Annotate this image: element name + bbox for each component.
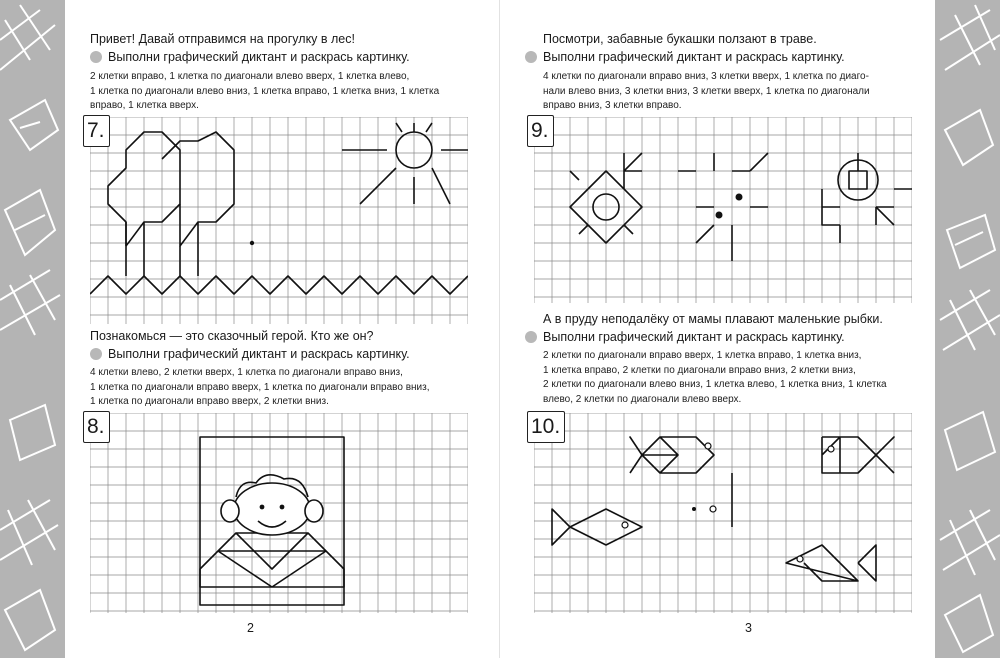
instruction-line: вправо вниз, 3 клетки вправо. bbox=[543, 100, 682, 111]
instruction-line: 2 клетки по диагонали вправо вверх, 1 клетка вправо, 1 клетка вниз, bbox=[543, 350, 862, 361]
instruction-line: 4 клетки влево, 2 клетки вверх, 1 клетка по диагонали вправо вниз, bbox=[90, 367, 403, 378]
task-text-7 bbox=[90, 49, 410, 65]
instruction-line: 1 клетка по диагонали вправо вверх, 1 клетка по диагонали вправо вниз, bbox=[90, 381, 430, 393]
fish-eye bbox=[705, 443, 711, 449]
exercise-9-grid bbox=[534, 117, 912, 303]
exercise-8-number: 8. bbox=[83, 411, 110, 443]
ear-left bbox=[221, 500, 239, 522]
exercise-7-grid bbox=[90, 117, 468, 324]
exercise-7-number: 7. bbox=[83, 115, 110, 147]
page-number-right: 3 bbox=[745, 621, 752, 635]
task-text-8 bbox=[90, 346, 410, 362]
page-fold bbox=[499, 0, 500, 658]
bullet-icon bbox=[525, 51, 537, 63]
task-text-9 bbox=[525, 49, 845, 65]
fish-eye bbox=[828, 446, 834, 452]
eye-right bbox=[280, 505, 285, 510]
bullet-icon bbox=[525, 331, 537, 343]
exercise-10-drawing bbox=[552, 437, 894, 581]
right-decorative-border bbox=[935, 0, 1000, 658]
instructions-9 bbox=[543, 70, 870, 114]
left-decorative-border bbox=[0, 0, 65, 658]
instructions-8 bbox=[90, 366, 429, 410]
task-label: Выполни графический диктант и раскрась картинку. bbox=[543, 50, 845, 64]
fish-eye bbox=[622, 522, 628, 528]
fish-left bbox=[552, 509, 642, 545]
exercise-10-number: 10. bbox=[527, 411, 565, 443]
instruction-line: 2 клетки вправо, 1 клетка по диагонали влево вверх, 1 клетка влево, bbox=[90, 71, 410, 82]
instruction-line: вправо, 1 клетка вверх. bbox=[90, 100, 199, 111]
bullet-icon bbox=[90, 51, 102, 63]
intro-text-10: А в пруду неподалёку от мамы плавают маленькие рыбки. bbox=[543, 312, 883, 326]
instructions-10 bbox=[543, 349, 887, 407]
intro-text-8: Познакомься — это сказочный герой. Кто же он? bbox=[90, 329, 374, 343]
fish-top-left bbox=[630, 437, 714, 473]
exercise-10-grid bbox=[534, 413, 912, 613]
task-label: Выполни графический диктант и раскрась картинку. bbox=[108, 50, 410, 64]
border-doodles-left bbox=[0, 0, 65, 658]
bug-dot bbox=[716, 212, 723, 219]
ear-right bbox=[305, 500, 323, 522]
instruction-line: 1 клетка по диагонали вправо вверх, 2 клетки вниз. bbox=[90, 396, 329, 407]
fish-eye bbox=[797, 556, 803, 562]
task-label: Выполни графический диктант и раскрась картинку. bbox=[543, 330, 845, 344]
bullet-icon bbox=[90, 348, 102, 360]
eye-left bbox=[260, 505, 265, 510]
exercise-8-grid bbox=[90, 413, 468, 613]
instruction-line: влево, 2 клетки по диагонали влево вверх. bbox=[543, 393, 742, 405]
exercise-7-drawing bbox=[90, 123, 468, 294]
body-shape bbox=[200, 533, 344, 587]
instruction-line: 1 клетка по диагонали влево вниз, 1 клетка вправо, 1 клетка вниз, 1 клетка bbox=[90, 85, 440, 97]
instructions-7 bbox=[90, 70, 439, 114]
exercise-9-number: 9. bbox=[527, 115, 554, 147]
intro-text-9: Посмотри, забавные букашки ползают в траве. bbox=[543, 32, 817, 46]
instruction-line: 2 клетки по диагонали влево вниз, 1 клетка влево, 1 клетка вниз, 1 клетка bbox=[543, 379, 887, 390]
task-text-10 bbox=[525, 329, 845, 345]
intro-text-7: Привет! Давай отправимся на прогулку в лес! bbox=[90, 32, 355, 46]
instruction-line: нали влево вниз, 3 клетки вниз, 3 клетки вверх, 1 клетка по диагонали bbox=[543, 85, 870, 97]
fish-eye bbox=[710, 506, 716, 512]
fish-right bbox=[786, 545, 876, 581]
page-number-left: 2 bbox=[247, 621, 254, 635]
bug-dot bbox=[736, 194, 743, 201]
start-dot bbox=[692, 507, 696, 511]
instruction-line: 4 клетки по диагонали вправо вниз, 3 клетки вверх, 1 клетка по диаго- bbox=[543, 71, 869, 82]
start-dot bbox=[250, 241, 254, 245]
task-label: Выполни графический диктант и раскрась картинку. bbox=[108, 347, 410, 361]
instruction-line: 1 клетка вправо, 2 клетки по диагонали вправо вниз, 2 клетки вниз, bbox=[543, 364, 856, 376]
border-doodles-right bbox=[935, 0, 1000, 658]
